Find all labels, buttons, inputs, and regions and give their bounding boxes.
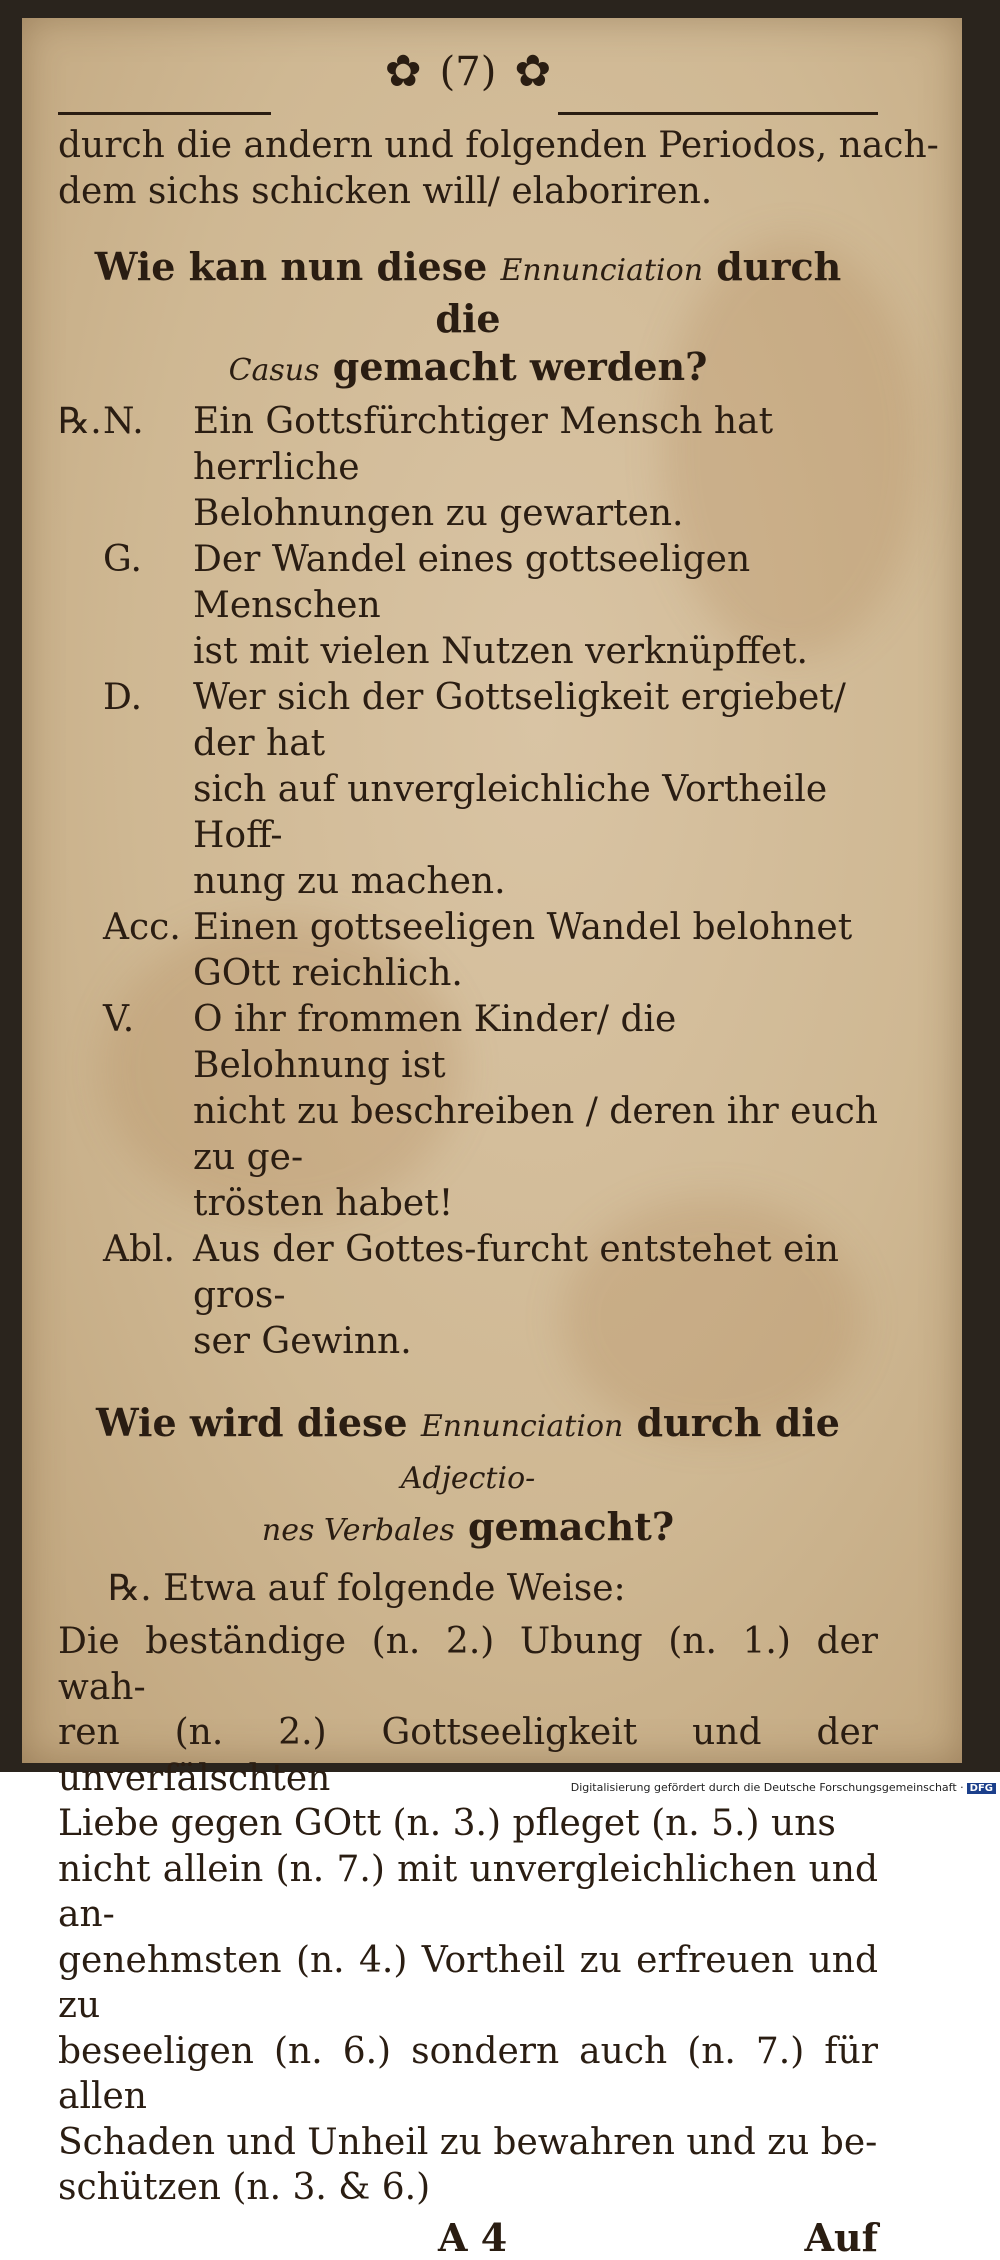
text-line: O ihr frommen Kinder/ die Belohnung ist	[193, 999, 677, 1086]
dfg-logo: DFG	[967, 1783, 996, 1794]
text-line: genehmsten (n. 4.) Vortheil zu erfreuen und zu	[58, 1939, 878, 2026]
answer-intro	[58, 1565, 878, 1613]
case-label: V.	[103, 999, 135, 1040]
text-line: ren (n. 2.) Gottseeligkeit und der unverfälschten	[58, 1712, 878, 1799]
continuation-text	[58, 123, 939, 215]
header-rule	[58, 112, 878, 115]
answer-intro-text: Etwa auf folgende Weise:	[163, 1568, 626, 1609]
catchword: Auf	[804, 2214, 878, 2260]
text-line: Belohnungen zu gewarten.	[193, 493, 684, 534]
text-line: durch die andern und folgenden Periodos, nach-	[58, 125, 939, 166]
text-line: beseeligen (n. 6.) sondern auch (n. 7.) für allen	[58, 2030, 878, 2117]
case-entry	[58, 905, 878, 997]
text-line: Der Wandel eines gottseeligen Menschen	[193, 539, 751, 626]
text-line: dem sichs schicken will/ elaboriren.	[58, 171, 713, 212]
text-line: Ein Gottsfürchtiger Mensch hat herrliche	[193, 401, 774, 488]
text-line: ist mit vielen Nutzen verknüpffet.	[193, 631, 808, 672]
text-line: Einen gottseeligen Wandel belohnet	[193, 907, 853, 948]
case-entry	[58, 537, 878, 675]
page-footer	[58, 2215, 878, 2260]
case-entry	[58, 675, 878, 905]
case-label: G.	[103, 539, 142, 580]
text-line: Wer sich der Gottseligkeit ergiebet/ der hat	[193, 677, 846, 764]
case-label: D.	[103, 677, 143, 718]
case-label: Acc.	[103, 907, 181, 948]
page-text	[58, 42, 939, 2260]
text-line: schützen (n. 3. & 6.)	[58, 2167, 431, 2208]
digitization-credit	[571, 1781, 996, 1794]
page-number: (7)	[439, 49, 497, 95]
text-line: Schaden und Unheil zu bewahren und zu be-	[58, 2121, 878, 2163]
text-line: GOtt reichlich.	[193, 953, 463, 994]
response-mark: ℞.	[108, 1568, 152, 1609]
case-entry	[58, 997, 878, 1227]
case-list	[58, 399, 878, 1365]
response-mark: ℞.	[58, 401, 102, 442]
text-line: trösten habet!	[193, 1183, 454, 1224]
text-line: Liebe gegen GOtt (n. 3.) pfleget (n. 5.) uns	[58, 1803, 836, 1844]
text-line: ser Gewinn.	[193, 1321, 412, 1362]
flower-ornament-icon: ✿	[384, 46, 422, 97]
credit-text: Digitalisierung gefördert durch die Deutsche Forschungsgemeinschaft ·	[570, 1781, 964, 1794]
case-label: N.	[103, 401, 144, 442]
text-line: nicht zu beschreiben / deren ihr euch zu ge-	[193, 1091, 878, 1178]
example-paragraph	[58, 1619, 878, 2211]
question-heading: Wie kan nun diese Ennunciation durch die Casus gemacht werden?	[94, 244, 842, 389]
flower-ornament-icon: ✿	[514, 46, 552, 97]
case-label: Abl.	[103, 1229, 175, 1270]
page-header	[58, 42, 878, 102]
text-line: sich auf unvergleichliche Vortheile Hoff-	[193, 769, 828, 856]
text-line: nicht allein (n. 7.) mit unvergleichlichen und an-	[58, 1848, 878, 1935]
text-line: Aus der Gottes-furcht entstehet ein gros-	[193, 1229, 839, 1316]
text-line: nung zu machen.	[193, 861, 506, 902]
signature-mark: A 4	[438, 2214, 508, 2260]
question-heading: Wie wird diese Ennunciation durch die Adjectio- nes Verbales gemacht?	[96, 1400, 840, 1549]
case-entry	[58, 1227, 878, 1365]
text-line: Die beständige (n. 2.) Ubung (n. 1.) der wah-	[58, 1621, 878, 1708]
case-entry	[58, 399, 878, 537]
